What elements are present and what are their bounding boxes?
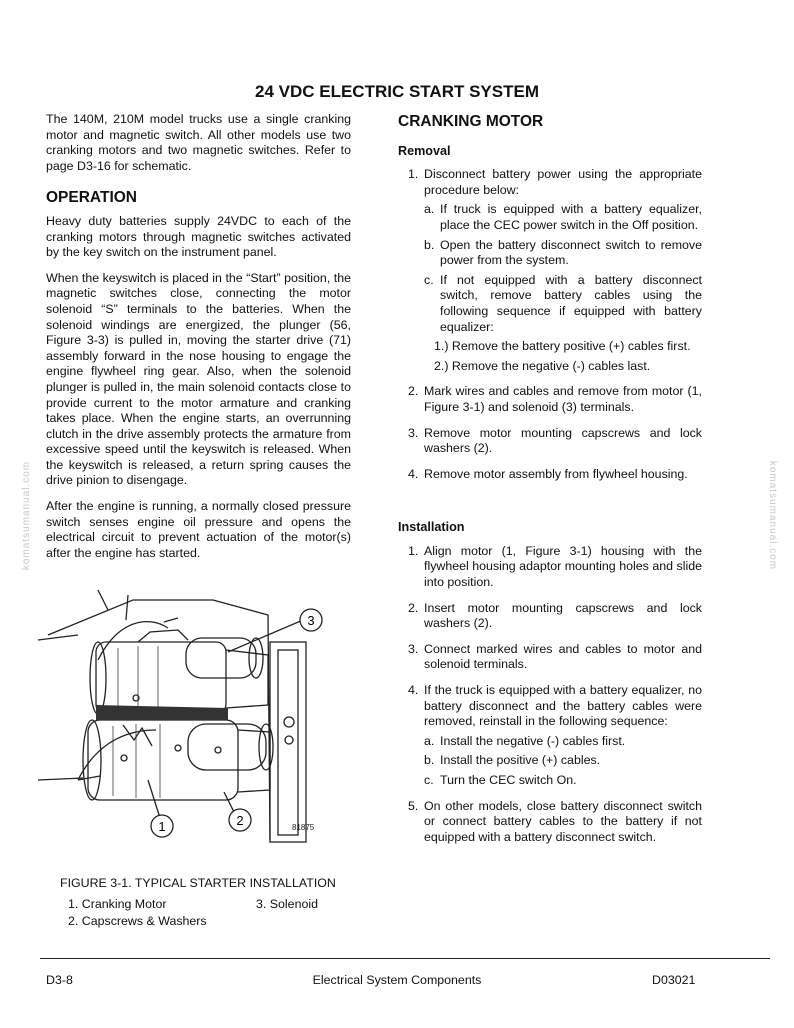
removal-step: 1. Disconnect battery power using the appropriate procedure below: [408, 167, 702, 197]
removal-substep: a. If truck is equipped with a battery equalizer, place the CEC power switch in the Off position. [424, 202, 702, 232]
operation-paragraph-1: Heavy duty batteries supply 24VDC to each of the cranking motors through magnetic switches activated by the key switch on the instrument panel. [46, 213, 351, 260]
removal-step: 3. Remove motor mounting capscrews and lock washers (2). [408, 425, 702, 456]
watermark-left: komatsumanual.com [21, 460, 33, 571]
footer-page-number: D3-8 [46, 973, 73, 987]
footer-section-title: Electrical System Components [312, 973, 482, 987]
callout-2 [229, 809, 251, 831]
intro-paragraph: The 140M, 210M model trucks use a single cranking motor and magnetic switch. All other models use two cranking motors and two magnetic switches. Refer to page D3-16 for schematic. [46, 112, 351, 173]
figure-legend [68, 896, 319, 929]
legend-item: 2. Capscrews & Washers [68, 913, 207, 928]
footer-rule [40, 958, 770, 959]
install-substep: c. Turn the CEC switch On. [424, 773, 577, 787]
removal-substep: c. If not equipped with a battery disconnect switch, remove battery cables using the following sequence if equipped with battery equalizer: [424, 272, 702, 334]
removal-subsubstep: 1.) Remove the battery positive (+) cables first. [434, 339, 691, 354]
removal-heading: Removal [398, 143, 451, 158]
svg-text:3: 3 [307, 613, 315, 628]
removal-step: 4. Remove motor assembly from flywheel housing. [408, 466, 688, 481]
install-step: 2. Insert motor mounting capscrews and lock washers (2). [408, 600, 702, 631]
operation-paragraph-3: After the engine is running, a normally closed pressure switch senses engine oil pressure and opens the electrical circuit to prevent actuation of the motor(s) after the engine has started. [46, 499, 351, 560]
svg-text:2: 2 [236, 813, 244, 828]
operation-paragraph-2: When the keyswitch is placed in the “Start” position, the magnetic switches close, connecting the motor solenoid “S” terminals to the batteries. When the solenoid windings are energized, the plunger (56, Figure 3-3) is pulled in, moving the starter drive (71) assembly forward in the nose housing to engage the engine flywheel ring gear. Also, when the solenoid plunger is pulled in, the main solenoid contacts close to provide current to the motor armature and cranking takes place. When the engine starts, an overrunning clutch in the drive assembly protects the armature from excessive speed until the keyswitch is released. When the keyswitch is released, a return spring causes the drive pinion to disengage. [46, 270, 351, 488]
installation-heading: Installation [398, 520, 465, 535]
removal-step: 2. Mark wires and cables and remove from motor (1, Figure 3-1) and solenoid (3) terminals. [408, 384, 702, 414]
legend-item: 1. Cranking Motor [68, 897, 167, 911]
svg-text:1: 1 [158, 819, 166, 834]
starter-motor-illustration [38, 580, 338, 850]
figure-code: 81875 [292, 823, 315, 832]
right-column [398, 112, 702, 855]
install-substep: a. Install the negative (-) cables first. [424, 733, 626, 748]
starter-installation-figure [38, 580, 338, 850]
watermark-right: komatsumanual.com [767, 460, 779, 571]
install-step: 3. Connect marked wires and cables to motor and solenoid terminals. [408, 641, 702, 672]
footer-doc-number: D03021 [652, 973, 696, 987]
legend-item: 3. Solenoid [256, 897, 319, 911]
removal-subsubstep: 2.) Remove the negative (-) cables last. [434, 358, 651, 373]
install-step: 5. On other models, close battery disconnect switch or connect battery cables to the battery if not equipped with a battery disconnect switch. [408, 798, 702, 844]
cranking-motor-heading: CRANKING MOTOR [398, 113, 544, 130]
install-substep: b. Install the positive (+) cables. [424, 753, 601, 768]
callout-1 [151, 815, 173, 837]
removal-substep: b. Open the battery disconnect switch to remove power from the system. [424, 237, 702, 268]
install-step: 4. If the truck is equipped with a battery equalizer, no battery disconnect and the battery cables were removed, reinstall in the following sequence: [408, 683, 702, 729]
operation-heading: OPERATION [46, 189, 137, 207]
left-column [46, 112, 351, 571]
install-step: 1. Align motor (1, Figure 3-1) housing with the flywheel housing adaptor mounting holes and slide into position. [408, 543, 702, 590]
figure-caption: FIGURE 3-1. TYPICAL STARTER INSTALLATION [60, 876, 336, 890]
page-title: 24 VDC ELECTRIC START SYSTEM [255, 82, 539, 101]
callout-3 [300, 609, 322, 631]
